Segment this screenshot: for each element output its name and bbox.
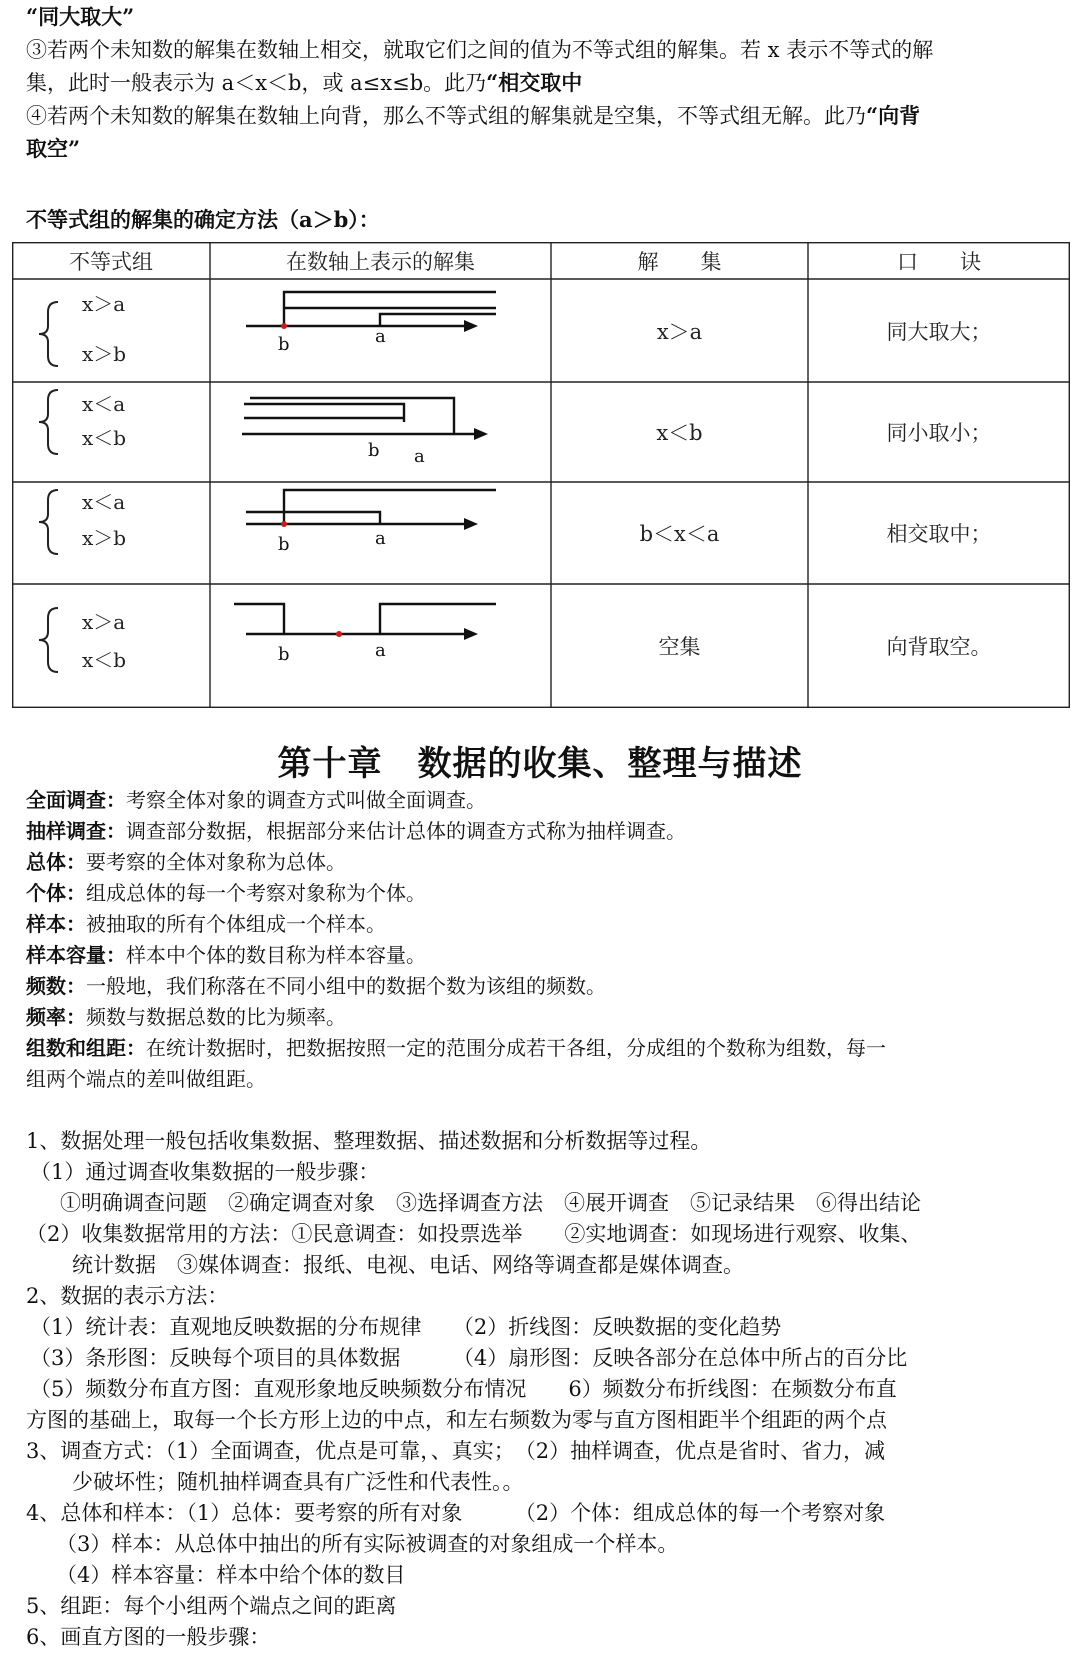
def-desc: 样本中个体的数目称为样本容量。 — [126, 943, 426, 967]
row1-number-line — [232, 284, 532, 380]
point-5: 5、组距：每个小组两个端点之间的距离 — [26, 1594, 397, 1618]
def-term: 频率： — [26, 1005, 86, 1029]
point-2-3: （3）条形图：反映每个项目的具体数据 （4）扇形图：反映各部分在总体中所占的百分比 — [30, 1346, 908, 1370]
header-number-line: 在数轴上表示的解集 — [286, 249, 475, 274]
row4-ineq2: x＜b — [82, 648, 127, 672]
row2-number-line — [230, 392, 530, 482]
row3-ineq2: x＞b — [82, 526, 127, 550]
def-desc: 在统计数据时，把数据按照一定的范围分成若干各组，分成组的个数称为组数，每一 — [146, 1036, 886, 1060]
table-caption: 不等式组的解集的确定方法（a＞b）： — [26, 207, 380, 232]
row1-solution: x＞a — [656, 319, 703, 344]
def-desc: 考察全体对象的调查方式叫做全面调查。 — [126, 788, 486, 812]
line-rule-4 — [26, 99, 920, 133]
brace-icon — [36, 388, 62, 456]
point-1-2b: 统计数据 ③媒体调查：报纸、电视、电话、网络等调查都是媒体调查。 — [72, 1253, 744, 1277]
brace-icon — [36, 488, 62, 556]
row1-rhyme: 同大取大； — [886, 319, 992, 344]
point-4b: （3）样本：从总体中抽出的所有实际被调查的对象组成一个样本。 — [56, 1532, 679, 1556]
def-term: 频数： — [26, 974, 86, 998]
point-2-1: （1）统计表：直观地反映数据的分布规律 （2）折线图：反映数据的变化趋势 — [30, 1315, 782, 1339]
definition-item — [26, 1002, 346, 1033]
row4-label-a: a — [375, 640, 386, 661]
row1-ineq2: x＞b — [82, 342, 127, 366]
definition-item — [26, 909, 386, 940]
definition-item — [26, 971, 606, 1002]
row3-label-b: b — [278, 534, 290, 555]
row4-ineq1: x＞a — [82, 610, 126, 634]
def-desc: 要考察的全体对象称为总体。 — [86, 850, 346, 874]
definition-cont — [26, 1064, 266, 1095]
point-6: 6、画直方图的一般步骤： — [26, 1625, 271, 1649]
row2-solution: x＜b — [656, 421, 703, 445]
definition-item — [26, 1033, 886, 1064]
point-1-1: （1）通过调查收集数据的一般步骤： — [30, 1160, 380, 1184]
def-term: 样本容量： — [26, 943, 126, 967]
row4-rhyme: 向背取空。 — [886, 635, 992, 659]
def-desc-cont: 组两个端点的差叫做组距。 — [26, 1067, 266, 1091]
row2-ineq2: x＜b — [82, 426, 127, 450]
header-solution: 解 集 — [637, 249, 722, 274]
def-desc: 被抽取的所有个体组成一个样本。 — [86, 912, 386, 936]
point-1-steps: ①明确调查问题 ②确定调查对象 ③选择调查方法 ④展开调查 ⑤记录结果 ⑥得出结论 — [60, 1191, 921, 1215]
row2-rhyme: 同小取小； — [886, 421, 992, 445]
chapter-title: 第十章 数据的收集、整理与描述 — [277, 744, 803, 784]
row4-number-line — [222, 590, 532, 686]
row3-number-line — [232, 482, 532, 578]
point-3a: 3、调查方式：（1）全面调查，优点是可靠，、真实； （2）抽样调查，优点是省时、省力，减 — [26, 1439, 886, 1463]
line-rule-3-bold: “相交取中 — [486, 70, 583, 95]
header-rhyme: 口 诀 — [897, 249, 981, 274]
line-rule-4-cont: 取空” — [26, 136, 81, 161]
point-1-2a: （2）收集数据常用的方法：①民意调查：如投票选举 ②实地调查：如现场进行观察、收集、 — [26, 1222, 922, 1246]
def-term: 样本： — [26, 912, 86, 936]
row2-ineq1: x＜a — [82, 392, 126, 416]
definition-item — [26, 878, 426, 909]
def-desc: 频数与数据总数的比为频率。 — [86, 1005, 346, 1029]
row1-label-a: a — [375, 326, 386, 347]
definition-item — [26, 785, 486, 816]
point-4a: 4、总体和样本：（1）总体：要考察的所有对象 （2）个体：组成总体的每一个考察对象 — [26, 1501, 886, 1525]
line-rule-4-bold: “向背 — [866, 103, 921, 128]
point-1: 1、数据处理一般包括收集数据、整理数据、描述数据和分析数据等过程。 — [26, 1129, 712, 1153]
row3-label-a: a — [375, 528, 386, 549]
row3-ineq1: x＜a — [82, 490, 126, 514]
point-3b: 少破坏性；随机抽样调查具有广泛性和代表性。。 — [72, 1470, 524, 1494]
point-2-5b: 方图的基础上，取每一个长方形上边的中点，和左右频数为零与直方图相距半个组距的两个点 — [26, 1408, 887, 1432]
header-inequality: 不等式组 — [69, 249, 153, 274]
def-term: 全面调查： — [26, 788, 126, 812]
def-term: 个体： — [26, 881, 86, 905]
def-term: 组数和组距： — [26, 1036, 146, 1060]
point-2-5: （5）频数分布直方图：直观形象地反映频数分布情况 6）频数分布折线图：在频数分布直 — [30, 1377, 897, 1401]
line-rule-3: ③若两个未知数的解集在数轴上相交，就取它们之间的值为不等式组的解集。若 x 表示不等式的解 — [26, 38, 934, 62]
row1-label-b: b — [278, 334, 290, 355]
point-4c: （4）样本容量：样本中给个体的数目 — [56, 1563, 406, 1587]
definition-item — [26, 816, 686, 847]
def-term: 抽样调查： — [26, 819, 126, 843]
row2-label-a: a — [414, 446, 425, 467]
row3-solution: b＜x＜a — [639, 522, 720, 546]
line-rule-4-text: ④若两个未知数的解集在数轴上向背，那么不等式组的解集就是空集，不等式组无解。此乃 — [26, 104, 866, 128]
def-desc: 一般地，我们称落在不同小组中的数据个数为该组的频数。 — [86, 974, 606, 998]
brace-icon — [36, 300, 62, 368]
row4-label-b: b — [278, 644, 290, 665]
row1-ineq1: x＞a — [82, 292, 126, 316]
brace-icon — [36, 606, 62, 674]
point-2: 2、数据的表示方法： — [26, 1284, 229, 1308]
def-desc: 调查部分数据，根据部分来估计总体的调查方式称为抽样调查。 — [126, 819, 686, 843]
row2-label-b: b — [368, 440, 380, 461]
def-term: 总体： — [26, 850, 86, 874]
row4-solution: 空集 — [658, 635, 701, 659]
line-same-big: “同大取大” — [26, 4, 135, 29]
line-rule-3-cont — [26, 66, 582, 100]
definition-item — [26, 847, 346, 878]
def-desc: 组成总体的每一个考察对象称为个体。 — [86, 881, 426, 905]
inequality-table — [12, 242, 1070, 708]
definition-item — [26, 940, 426, 971]
line-rule-3-cont-text: 集，此时一般表示为 a＜x＜b，或 a≤x≤b。此乃 — [26, 71, 487, 95]
row3-rhyme: 相交取中； — [886, 522, 992, 546]
